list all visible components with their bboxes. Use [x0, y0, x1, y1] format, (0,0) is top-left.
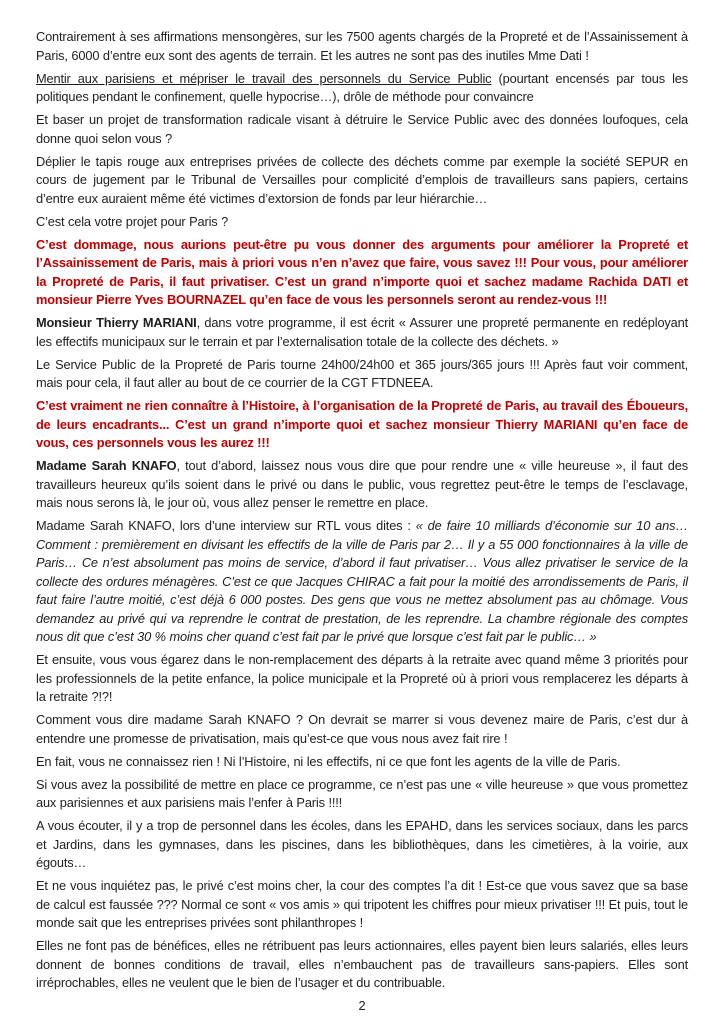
paragraph-quote [36, 517, 688, 647]
text-run: C’est vraiment ne rien connaître à l’Histoire, à l’organisation de la Propreté de Paris, au travail des Éboueurs, de leurs encadrants... C’est un grand n’importe quoi et sachez monsieur Thierry MARIANI qu’en face de vous, ces personnels vous les aurez !!! [36, 398, 688, 450]
underlined-text-run: Mentir aux parisiens et mépriser le travail des personnels du Service Public [36, 70, 492, 86]
paragraph [36, 153, 688, 209]
text-run: C’est dommage, nous aurions peut-être pu vous donner des arguments pour améliorer la Propreté et l’Assainissement de Paris, mais à priori vous n’en n’avez que faire, vous savez !!! Pour vous, pour améliorer la Propreté de Paris, il faut privatiser. C’est un grand n’importe quoi et sachez madame Rachida DATI et monsieur Pierre Yves BOURNAZEL qu’en face de vous les personnels seront au rendez-vous !!! [36, 236, 688, 307]
text-run: Contrairement à ses affirmations mensongères, sur les 7500 agents chargés de la Propreté et de l’Assainissement à Paris, 6000 d’entre eux sont des agents de terrain. Et les autres ne sont pas des inutiles Mme Dati ! [36, 29, 688, 63]
paragraph [36, 877, 688, 933]
paragraph [36, 457, 688, 513]
paragraph [36, 776, 688, 813]
paragraph [36, 213, 688, 232]
paragraph [36, 753, 688, 772]
paragraph [36, 314, 688, 351]
paragraph [36, 28, 688, 65]
text-run: Et ensuite, vous vous égarez dans le non-remplacement des départs à la retraite avec quand même 3 priorités pour les professionnels de la petite enfance, la police municipale et la Propreté où à priori vous remplacerez les départs à la retraite ?!?! [36, 652, 688, 704]
paragraph [36, 111, 688, 148]
text-run: Et ne vous inquiétez pas, le privé c’est moins cher, la cour des comptes l’a dit ! Est-ce que vous savez que sa base de calcul est faussée ??? Normal ce sont « vos amis » qui tripotent les chiffres pour mieux privatiser !!! Et puis, tout le monde sait que les entreprises privées sont philanthropes ! [36, 878, 688, 930]
document-body [36, 28, 688, 1016]
text-run: A vous écouter, il y a trop de personnel dans les écoles, dans les EPAHD, dans les services sociaux, dans les parcs et Jardins, dans les gymnases, dans les piscines, dans les bibliothèques, dans les cimetières, à la voirie, aux égouts… [36, 818, 688, 870]
paragraph [36, 711, 688, 748]
text-run: Déplier le tapis rouge aux entreprises privées de collecte des déchets comme par exemple la société SEPUR en cours de jugement par le Tribunal de Versailles pour complicité d’emplois de travailleurs sans papiers, certains d’entre eux auraient même été victimes d’extorsion de fonds par leur hiérarchie… [36, 153, 688, 206]
text-run: Elles ne font pas de bénéfices, elles ne rétribuent pas leurs actionnaires, elles payent bien leurs salariés, elles leurs donnent de bonnes conditions de travail, elles n’embauchent pas de travailleurs sans-papiers. Elles sont irréprochables, elles ne veulent que le bien de l’usager et du contribuable. [36, 938, 688, 990]
paragraph [36, 817, 688, 873]
text-run: Et baser un projet de transformation radicale visant à détruire le Service Public avec des données loufoques, cela donne quoi selon vous ? [36, 112, 688, 146]
paragraph [36, 651, 688, 707]
paragraph-red-emphasis [36, 397, 688, 453]
bold-text-run: Madame Sarah KNAFO [36, 458, 177, 473]
text-run: , tout d’abord, laissez nous vous dire que pour rendre une « ville heureuse », il faut des travailleurs heureux qu’ils soient dans le privé ou dans le public, vous regrettez peut-être le temps de l’esclavage, mais nous serons là, le jour où, vous allez penser le remettre en place. [36, 458, 688, 510]
text-run: (pourtant encensés par tous les politiques pendant le confinement, quelle hypocrise…), drôle de méthode pour convaincre [36, 70, 688, 104]
text-run: Le Service Public de la Propreté de Paris tourne 24h00/24h00 et 365 jours/365 jours !!! Après faut voir comment, mais pour cela, il faut aller au bout de ce courrier de la CGT FTDNEEA. [36, 356, 688, 390]
text-run: Madame Sarah KNAFO, lors d’une interview sur RTL vous dites : [36, 518, 416, 533]
text-run: Si vous avez la possibilité de mettre en place ce programme, ce n’est pas une « ville heureuse » que vous promettez aux parisiennes et aux parisiens mais l’enfer à Paris !!!! [36, 776, 688, 810]
bold-text-run: Monsieur Thierry MARIANI [36, 315, 197, 330]
text-run: En fait, vous ne connaissez rien ! Ni l’Histoire, ni les effectifs, ni ce que font les agents de la ville de Paris. [36, 753, 621, 769]
paragraph [36, 356, 688, 393]
text-run: Comment vous dire madame Sarah KNAFO ? On devrait se marrer si vous devenez maire de Paris, c’est dur à entendre une promesse de privatisation, mais qu’est-ce que vous nous avez fait rire ! [36, 712, 688, 746]
paragraph [36, 937, 688, 993]
italic-quote-run: « de faire 10 milliards d’économie sur 10 ans… Comment : premièrement en divisant les effectifs de la ville de Paris par 2… Il y a 55 000 fonctionnaires à la ville de Paris… Ce n’est absolument pas moins de service, d’abord il faut privatiser… Vous allez privatiser le service de la collecte des ordures ménagères. C’est ce que Jacques CHIRAC a fait pour la moitié des arrondissements de Paris, il faut faire l’autre moitié, c’est déjà 6 000 postes. Des gens que vous ne mettez absolument pas au chômage. Vous demandez au privé qui va reprendre le contrat de prestation, de les reprendre. La chambre régionale des comptes nous dit que c’est 30 % moins cher quand c’est fait par le privé que lorsque c’est fait par le public… » [36, 518, 689, 644]
paragraph [36, 70, 688, 107]
page-number: 2 [358, 998, 366, 1013]
text-run: , dans votre programme, il est écrit « Assurer une propreté permanente en redéployant les effectifs municipaux sur le terrain et par l’externalisation totale de la collecte des déchets. » [36, 315, 688, 349]
text-run: C’est cela votre projet pour Paris ? [36, 213, 229, 229]
paragraph-red-emphasis [36, 236, 688, 310]
